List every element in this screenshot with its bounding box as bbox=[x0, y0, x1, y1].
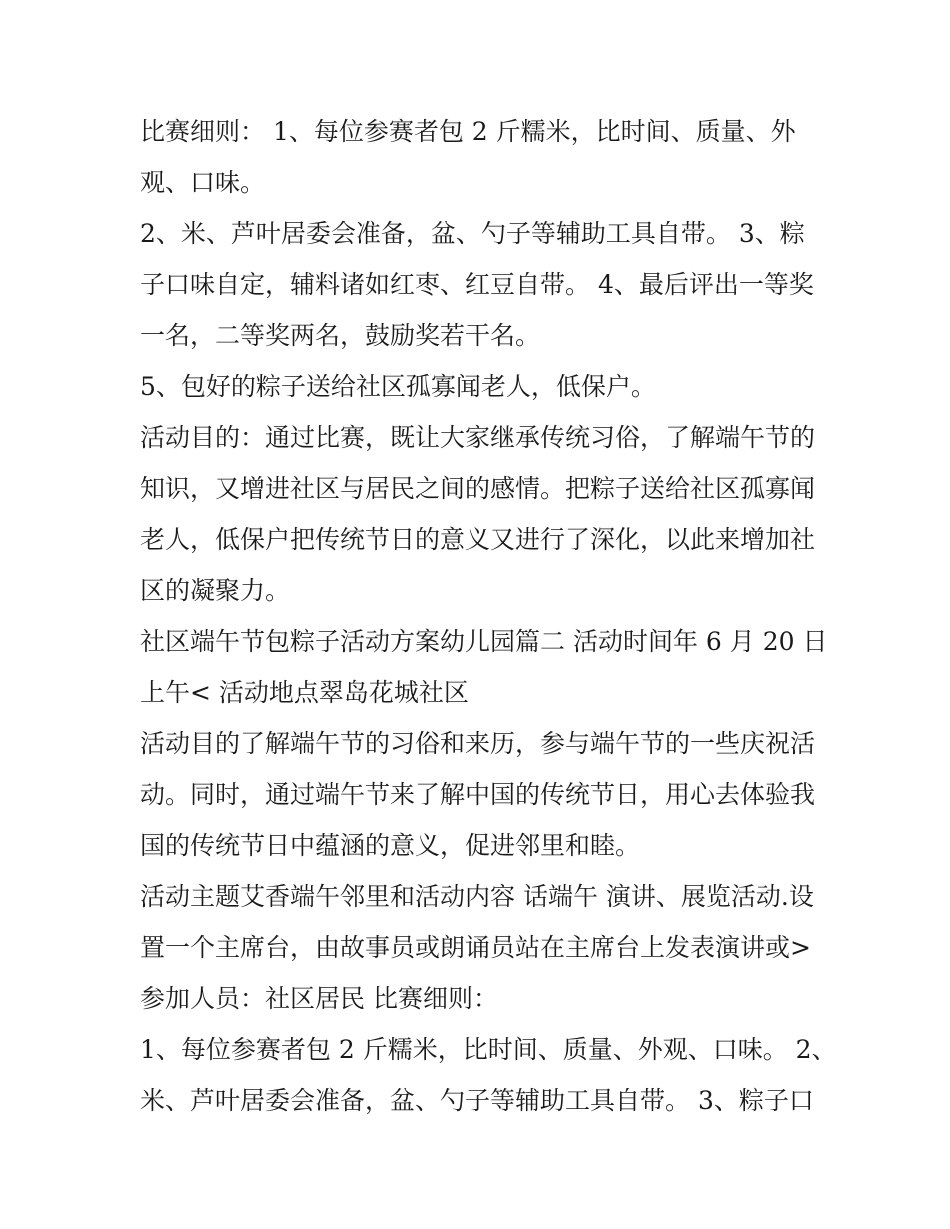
text-line: 2、米、芦叶居委会准备，盆、勺子等辅助工具自带。 3、粽 bbox=[140, 219, 805, 248]
text-line: 参加人员：社区居民 比赛细则： bbox=[140, 984, 498, 1013]
text-line: 社区端午节包粽子活动方案幼儿园篇二 活动时间年 6 月 20 日 bbox=[140, 627, 828, 656]
text-line: 动。同时，通过端午节来了解中国的传统节日，用心去体验我 bbox=[140, 780, 816, 809]
text-line: 置一个主席台，由故事员或朗诵员站在主席台上发表演讲或> bbox=[140, 933, 811, 962]
text-line: 知识，又增进社区与居民之间的感情。把粽子送给社区孤寡闻 bbox=[140, 474, 816, 503]
text-line: 米、芦叶居委会准备，盆、勺子等辅助工具自带。 3、粽子口 bbox=[140, 1086, 814, 1115]
text-line: 活动目的了解端午节的习俗和来历，参与端午节的一些庆祝活 bbox=[140, 729, 816, 758]
text-line: 区的凝聚力。 bbox=[140, 576, 291, 605]
text-line: 5、包好的粽子送给社区孤寡闻老人，低保户。 bbox=[140, 372, 656, 401]
text-line: 老人，低保户把传统节日的意义又进行了深化，以此来增加社 bbox=[140, 525, 816, 554]
text-line: 一名，二等奖两名，鼓励奖若干名。 bbox=[140, 321, 541, 350]
text-line: 国的传统节日中蕴涵的意义，促进邻里和睦。 bbox=[140, 831, 641, 860]
text-line: 1、每位参赛者包 2 斤糯米，比时间、质量、外观、口味。 2、 bbox=[140, 1035, 837, 1064]
text-line: 子口味自定，辅料诸如红枣、红豆自带。 4、最后评出一等奖 bbox=[140, 270, 814, 299]
text-line: 活动主题艾香端午邻里和活动内容 话端午 演讲、展览活动.设 bbox=[140, 882, 814, 911]
document-body bbox=[140, 106, 837, 1126]
text-line: 观、口味。 bbox=[140, 168, 266, 197]
text-line: 活动目的：通过比赛，既让大家继承传统习俗，了解端午节的 bbox=[140, 423, 816, 452]
text-line: 比赛细则： 1、每位参赛者包 2 斤糯米，比时间、质量、外 bbox=[140, 117, 796, 146]
text-line: 上午< 活动地点翠岛花城社区 bbox=[140, 678, 469, 707]
